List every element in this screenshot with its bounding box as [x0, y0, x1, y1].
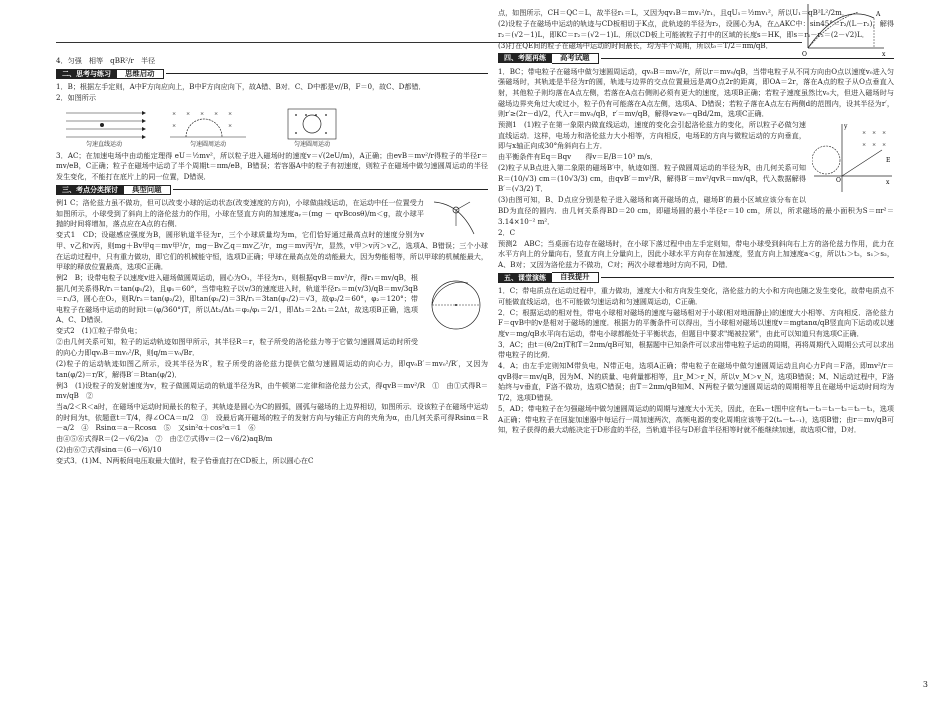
section-number: 四、考题再练 — [498, 53, 552, 63]
example-paragraph: (2)粒子的运动轨迹如图乙所示，设其半径为R′，粒子所受的洛伦兹力提供它做匀速圆周运动的向心力，即qv₀B′＝mv₀²/R′，又因为tan(φ/2)＝r/R′，解得B′＝Btan(φ/2)． — [56, 359, 488, 379]
svg-text:×: × — [872, 130, 877, 137]
y-axis-label: y — [844, 123, 848, 131]
example-paragraph: 例2 B；设带电粒子以速度v进入磁场做圆周运动，圆心为O₁，半径为r₁，则根据qvB＝mv²/r，得r₁＝mv/qB，根据几何关系得R/r₁＝tan(φ₁/2)，且φ₁＝60°，当带电粒子以v/3的速度进入时，轨道半径r₂＝m(v/3)/qB＝mv/3qB＝r₁/3，圆心在O₂，则R/r₂＝tan(φ₂/2)，即tan(φ₂/2)＝3R/r₁＝3tan(φ₁/2)＝√3，故φ₂/2＝60°，φ₂＝120°；带电粒子在磁场中运动的时间t＝(φ/360°)T，所以Δt₂/Δt₁＝φ₂/φ₁＝2/1，即Δt₂＝2Δt₁＝2Δt，故选项B正确，选项A、C、D错误． — [56, 273, 418, 325]
left-column — [56, 56, 488, 467]
answer-paragraph: 2．C；根据运动的相对性，带电小球相对磁场的速度与磁场相对于小球(相对地面静止)的速度大小相等、方向相反．洛伦兹力F＝qvB中的v是相对于磁场的速度．根据力的平衡条件可以得出，当小球相对磁场以速度v＝mgtanα/qB竖直向下运动或以速度v＝mg/qB水平向右运动，带电小球都能处于平衡状态，但题目中要求"绳被拉紧"，由此可以知道只有选项C正确． — [498, 307, 894, 338]
prediction-paragraph: 由平衡条件有Eq＝Bqv 得v＝E/B＝10³ m/s． — [498, 152, 658, 162]
answer-paragraph: 1．B；根据左手定则，A中F方向应向上，B中F方向应向下，故A错、B对．C、D中都是v//B，F＝0，故C、D都错． — [56, 82, 426, 92]
e-field-label: E — [886, 157, 891, 165]
answer-paragraph: 2．如图所示 — [56, 93, 96, 103]
svg-text:×: × — [172, 110, 177, 117]
figure-caption: 匀速圆周运动 — [189, 140, 226, 148]
section-rule — [601, 277, 894, 278]
section-number: 三、考点分类探讨 — [56, 185, 124, 195]
svg-text:×: × — [200, 110, 205, 117]
figure-caption: 匀速圆周运动 — [293, 140, 330, 148]
section-rule — [173, 189, 488, 190]
answer-paragraph: 3．AC；由t＝(θ/2π)T和T＝2πm/qB可知，根据题中已知条件可以求出带电粒子运动的周期，再将周期代入周期公式可以求出带电粒子的比荷． — [498, 339, 895, 360]
corner-x-label: x — [882, 51, 886, 58]
section-header-3 — [56, 185, 488, 196]
example-paragraph: (2)由⑥⑦式得sinα＝(6－√6)/10 — [56, 445, 162, 455]
svg-text:×: × — [228, 110, 233, 117]
figure-circle-1 — [166, 107, 250, 148]
section-number: 五、课堂演练 — [498, 273, 552, 283]
corner-a-label: A — [876, 11, 881, 18]
answer-paragraph: 5．AD；带电粒子在匀强磁场中做匀速圆周运动的周期与速度大小无关，因此，在Eₖ－t图中应有t₄－t₃＝t₃－t₂＝t₂－t₁，选项A正确；带电粒子在回旋加速器中每运行一周加速两次，高频电源的变化周期应该等于2(tₙ－tₙ₋₁)，选项B错；由r＝mv/qB可知，粒子获得的最大动能决定于D形盒的半径，当轨道半径与D形盒半径相等时就不能继续加速，故选项C错，D对． — [498, 404, 894, 435]
example-paragraph: 例3 (1)设粒子的发射速度为v，粒子做圆周运动的轨道半径为R，由牛顿第二定律和洛伦兹力公式，得qvB＝mv²/R ① 由①式得R＝mv/qB ② — [56, 380, 488, 401]
answer-paragraph: (2)设粒子在磁场中运动的轨迹与CD板相切于K点，此轨迹的半径为r₂，设圆心为A，在△AKC中：sin45°＝r₂/(L－r₂)，解得r₂＝(√2－1)L，即KC＝r₂＝(√2－1)L．所以CD板上可能被粒子打中的区域的长度s＝HK，即s＝r₁－r₂＝(2－√2)L． — [498, 18, 894, 39]
example-paragraph: 当a/2＜R＜a时，在磁场中运动时间最长的粒子，其轨迹是圆心为C的圆弧，圆弧与磁场的上边界相切，如图所示．设该粒子在磁场中运动的时间为t，依题意t＝T/4，得∠OCA＝π/2 ③ 设最后离开磁场的粒子的发射方向与y轴正方向的夹角为α，由几何关系可得Rsinα＝R－a/2 ④ Rsinα＝a－Rcosα ⑤ 又sin²α＋cos²α＝1 ⑥ — [56, 402, 488, 433]
svg-text:×: × — [228, 122, 233, 129]
answer-paragraph: (3)打在QE间的粒子在磁场中运动的时间最长，均为半个周期，所以t₀＝T/2＝πm/qB． — [498, 40, 773, 50]
example-paragraph: 例1 C；洛伦兹力虽不做功，但可以改变小球的运动状态(改变速度的方向)，小球做曲线运动，在运动中任一位置受力如图所示，小球受到了斜向上的洛伦兹力的作用，小球在竖直方向的加速度aᵧ＝(mg － qvBcosθ)/m＜g，故小球平抛的时间将增加，落点应在A点的右侧． — [56, 198, 424, 229]
motion-figures — [62, 107, 488, 148]
figure-caption: 匀速直线运动 — [85, 140, 122, 148]
circle-diagram — [424, 273, 488, 337]
right-column — [498, 8, 894, 436]
corner-o-label: O — [802, 51, 807, 58]
svg-text:×: × — [214, 110, 219, 117]
svg-text:×: × — [882, 130, 887, 137]
field-diagram — [812, 120, 894, 196]
example-paragraph: 变式2 (1)①粒子带负电； — [56, 326, 142, 336]
x-axis-label: x — [886, 179, 890, 187]
svg-text:×: × — [862, 142, 867, 149]
prediction-paragraph: 预测2 ABC；当桌面右边存在磁场时，在小球下落过程中由左手定则知，带电小球受到斜向右上方的洛伦兹力作用，此力在水平方向上的分量向右，竖直方向上分量向上，因此小球水平方向存在加速度，竖直方向上加速度a＜g，所以t₁＞t₂，s₁＞s₂，A、B对；又因为洛伦兹力不做功，C对；两次小球着地时方向不同，D错． — [498, 238, 894, 269]
force-diagram — [430, 198, 488, 238]
figure-circle-2 — [270, 107, 354, 148]
figure-straight-line — [62, 107, 146, 148]
prediction-paragraph: (2)粒子从B点进入第二象限的磁场B′中，轨迹如图．粒子做圆周运动的半径为R，由几何关系可知R＝(10/√3) cm＝(10√3/3) cm，由qvB′＝mv²/R，解得B′＝mv²/qvR＝mv/qR，代入数据解得B′＝(√3/2) T． — [498, 163, 806, 194]
svg-text:×: × — [862, 130, 867, 137]
svg-text:×: × — [172, 122, 177, 129]
answer-paragraph: 4．A；由左手定则知M带负电，N带正电，选项A正确；带电粒子在磁场中做匀速圆周运动且向心力F向＝F洛，即mv²/r＝qvB得r＝mv/qB，因为M、N的质量、电荷量都相等，且r_M＞r_N，所以v_M＞v_N，选项B错误；M、N运动过程中，F洛始终与v垂直，F洛不做功，选项C错误；由T＝2πm/qB知M、N两粒子做匀速圆周运动的周期相等且在磁场中运动时间均为T/2，选项D错误． — [498, 361, 894, 403]
svg-text:×: × — [186, 110, 191, 117]
section-number: 二、思考与练习 — [56, 69, 117, 79]
origin-label: O — [836, 177, 841, 185]
answer-paragraph: 点，如图所示，CH＝QC＝L，故半径r₁＝L，又因为qv₁B＝mv₁²/r₁，且qU₁＝½mv₁²，所以U₁＝qB²L²/2m． — [498, 8, 849, 17]
section-title: 思维启动 — [117, 69, 164, 80]
section-rule — [166, 73, 488, 74]
example-paragraph: 变式3．(1)M、N两板间电压取最大值时，粒子恰垂直打在CD板上，所以圆心在C — [56, 456, 314, 466]
answer-paragraph: 1．BC；带电粒子在磁场中做匀速圆周运动，qv₀B＝mv₀²/r，所以r＝mv₀/qB，当带电粒子从不同方向由O点以速度v₀进入匀强磁场时，其轨迹是半径为r的圆，轨迹与边界的交点位置最远是离O点2r的距离，即OA＝2r，落在A点的粒子从O点垂直入射，其他粒子则均落在A点左侧，若落在A点右侧则必须有更大的速度，选项B正确；若粒子速度虽然比v₀大，但进入磁场时与磁场边界夹角过大或过小，粒子仍有可能落在A点左侧，选项A、D错误；若粒子落在A点左右两侧d的范围内，设其半径为r′，则r′≥(2r－d)/2，代入r＝mv₀/qB，r′＝mv/qB，解得v≥v₀－qBd/2m，选项C正确． — [498, 66, 894, 119]
answer-paragraph: 3．AC；在加速电场中由动能定理得 eU＝½mv²，所以粒子进入磁场时的速度v＝√(2eU/m)，A正确；由evB＝mv²/r得粒子的半径r＝mv/eB，C正确；粒子在磁场中运动了半个周期t＝πm/eB，B错误；若容器A中的粒子有初速度，则粒子在磁场中做匀速圆周运动的半径发生变化，不能打在底片上的同一位置，D错误． — [56, 150, 488, 181]
section-title: 高考试题 — [552, 53, 599, 64]
svg-text:×: × — [882, 142, 887, 149]
section-rule — [601, 58, 894, 59]
section-header-5 — [498, 272, 894, 283]
section-header-2 — [56, 69, 488, 80]
example-paragraph: 变式1 CD；设磁感应强度为B，圆形轨道半径为r，三个小球质量均为m，它们恰好通过最高点时的速度分别为v甲、v乙和v丙，则mg＋Bv甲q＝mv甲²/r，mg－Bv乙q＝mv乙²/r，mg＝mv丙²/r，显然，v甲＞v丙＞v乙，选项A、B错误；三个小球在运动过程中，只有重力做功，即它们的机械能守恒，选项D正确；甲球在最高点处的动能最大，因为势能相等，所以甲球的机械能最大，甲球的释放位置最高，选项C正确． — [56, 230, 488, 272]
example-paragraph: 由④⑤⑥式得R＝(2－√6/2)a ⑦ 由②⑦式得v＝(2－√6/2)aqB/m — [56, 434, 273, 444]
prediction-paragraph: (3)由图可知，B、D点应分别是粒子进入磁场和离开磁场的点，磁场B′的最小区域应该分布在以BD为直径的圆内．由几何关系得BD＝20 cm，即磁场圆的最小半径r＝10 cm，所以，所求磁场的最小面积为S＝πr²＝3.14×10⁻² m²． — [498, 195, 894, 226]
answer-paragraph: 1．C；带电质点在运动过程中，重力做功，速度大小和方向发生变化，洛伦兹力的大小和方向也随之发生变化，故带电质点不可能做直线运动，也不可能做匀速运动和匀速圆周运动，C正确． — [498, 285, 894, 306]
prediction-paragraph: 预测1 (1)粒子在第一象限内做直线运动，速度的变化会引起洛伦兹力的变化，所以粒子必做匀速直线运动．这样，电场力和洛伦兹力大小相等，方向相反，电场E的方向与微粒运动的方向垂直，即与x轴正向成30°角斜向右上方． — [498, 120, 806, 151]
svg-text:×: × — [872, 142, 877, 149]
section-title: 典型问题 — [124, 185, 171, 196]
example-paragraph: ②由几何关系可知，粒子的运动轨迹如图甲所示，其半径R＝r，粒子所受的洛伦兹力等于它做匀速圆周运动时所受的向心力即qv₀B＝mv₀²/R，则q/m＝v₀/Br． — [56, 337, 418, 358]
answer-line-4: 4．匀强 相等 qBR²/r 半径 — [56, 56, 156, 65]
page-number: 3 — [922, 680, 928, 689]
answer-paragraph: 2．C — [498, 227, 516, 237]
section-title: 自我提升 — [552, 272, 599, 283]
section-header-4 — [498, 53, 894, 64]
